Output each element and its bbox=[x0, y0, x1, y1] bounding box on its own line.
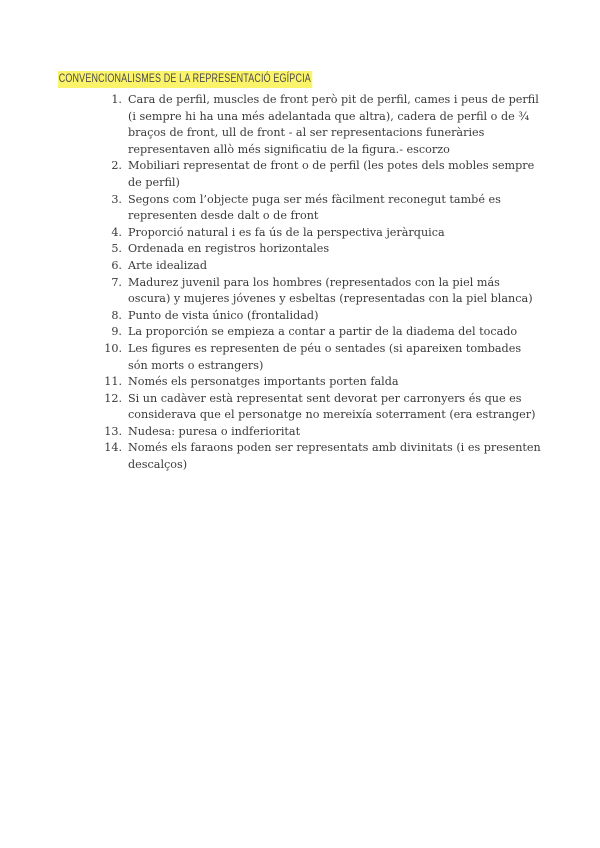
list-item-number: 11. bbox=[104, 375, 122, 389]
list-item-number: 14. bbox=[104, 441, 122, 455]
list-item-number: 7. bbox=[111, 275, 122, 289]
list-item bbox=[102, 424, 542, 441]
list-item-text: La proporción se empieza a contar a partir de la diadema del tocado bbox=[128, 325, 518, 339]
list-item-number: 8. bbox=[111, 308, 122, 322]
list-item bbox=[102, 391, 542, 424]
conventions-list bbox=[102, 92, 542, 474]
list-item-number: 6. bbox=[111, 258, 122, 272]
list-item bbox=[102, 241, 542, 258]
list-item-text: Nudesa: puresa o indferioritat bbox=[128, 424, 301, 438]
list-item bbox=[102, 275, 542, 308]
list-item-text: Cara de perfil, muscles de front però pit de perfil, cames i peus de perfil (i sempre hi ha una més adelantada que altra), cadera de perfil o de ¾ braços de front, ull de front - al ser representacions funeràries representaven allò més significatiu de la figura.- escorzo bbox=[128, 93, 539, 156]
list-item-text: Les figures es representen de péu o sentades (si apareixen tombades són morts o estrangers) bbox=[128, 341, 522, 372]
list-item-number: 5. bbox=[111, 242, 122, 256]
list-item-number: 3. bbox=[111, 192, 122, 206]
list-item bbox=[102, 341, 542, 374]
list-item-text: Ordenada en registros horizontales bbox=[128, 242, 330, 256]
list-item bbox=[102, 440, 542, 473]
list-item-number: 1. bbox=[111, 93, 122, 106]
list-item bbox=[102, 92, 542, 158]
list-item-text: Segons com l’objecte puga ser més fàcilment reconegut també es representen desde dalt o de front bbox=[128, 192, 501, 223]
list-item-text: Proporció natural i es fa ús de la perspectiva jeràrquica bbox=[128, 225, 445, 239]
list-item-number: 13. bbox=[104, 424, 122, 438]
list-item-text: Si un cadàver està representat sent devorat per carronyers és que es considerava que el personatge no mereixía soterrament (era estranger) bbox=[128, 391, 536, 422]
list-item-text: Punto de vista único (frontalidad) bbox=[128, 308, 319, 322]
list-item-text: Arte idealizad bbox=[128, 258, 208, 272]
list-item-text: Mobiliari representat de front o de perfil (les potes dels mobles sempre de perfil) bbox=[128, 159, 535, 189]
list-item-number: 10. bbox=[104, 341, 122, 355]
list-item bbox=[102, 158, 542, 191]
list-item bbox=[102, 225, 542, 242]
list-item-text: Només els faraons poden ser representats amb divinitats (i es presenten descalços) bbox=[128, 441, 541, 472]
list-item-text: Només els personatges importants porten falda bbox=[128, 375, 399, 389]
list-item bbox=[102, 258, 542, 275]
list-item-number: 4. bbox=[111, 225, 122, 239]
list-item-number: 9. bbox=[111, 325, 122, 339]
list-item bbox=[102, 192, 542, 225]
list-item-number: 2. bbox=[111, 159, 122, 173]
list-item bbox=[102, 324, 542, 341]
list-item-text: Madurez juvenil para los hombres (representados con la piel más oscura) y mujeres jóvenes y esbeltas (representadas con la piel blanca) bbox=[128, 275, 533, 306]
section-heading: CONVENCIONALISMES DE LA REPRESENTACIÓ EGÍPCIA bbox=[58, 71, 312, 88]
list-item bbox=[102, 308, 542, 325]
list-item bbox=[102, 374, 542, 391]
list-item-number: 12. bbox=[104, 391, 122, 405]
